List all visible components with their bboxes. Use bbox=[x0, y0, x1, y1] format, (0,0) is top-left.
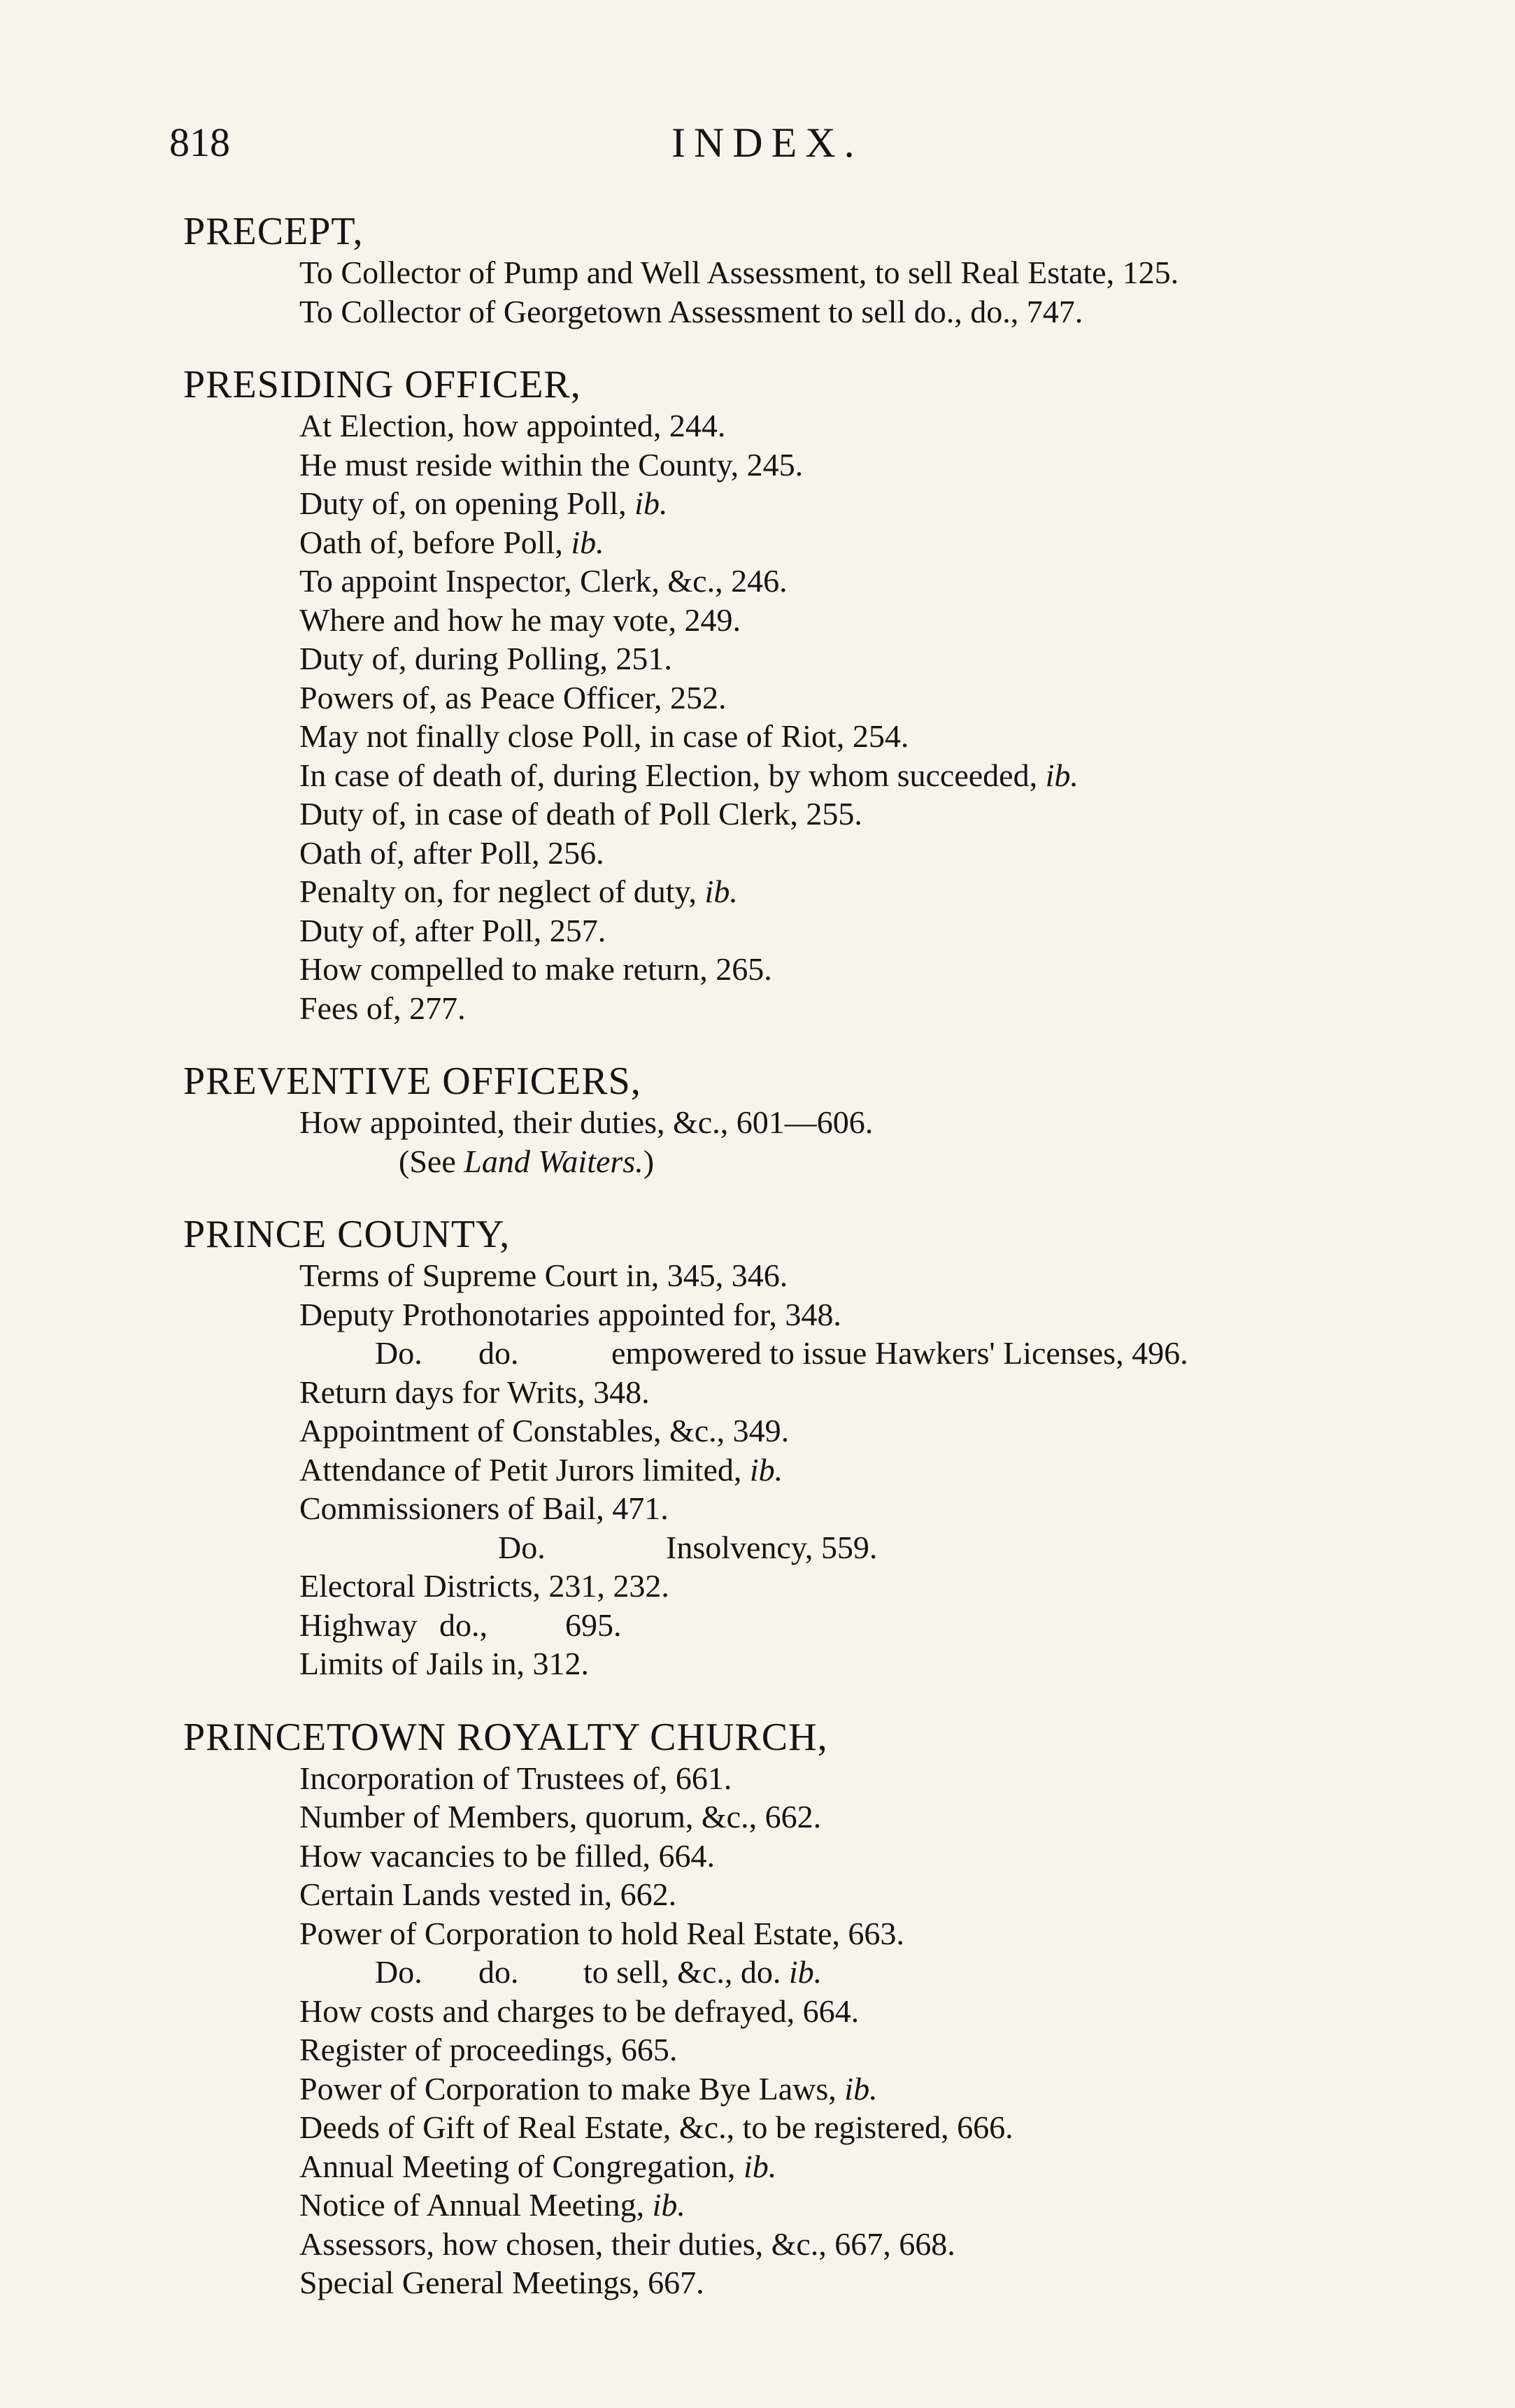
index-entry bbox=[299, 484, 1515, 523]
index-entry bbox=[299, 1451, 1515, 1490]
entry-text: Oath of, before Poll, bbox=[299, 524, 563, 560]
ditto-mark: Do. bbox=[375, 1335, 422, 1371]
ibid-reference: ib. bbox=[749, 1451, 783, 1488]
index-entry bbox=[299, 756, 1515, 795]
index-entry: Terms of Supreme Court in, 345, 346. bbox=[299, 1258, 788, 1293]
index-entry: Fees of, 277. bbox=[299, 990, 466, 1026]
index-section-presiding-officer bbox=[0, 363, 1515, 1027]
ibid-reference: ib. bbox=[844, 2070, 878, 2107]
index-entry: Deeds of Gift of Real Estate, &c., to be registered, 666. bbox=[299, 2109, 1013, 2145]
index-entry: May not finally close Poll, in case of Riot, 254. bbox=[299, 718, 909, 754]
index-entry bbox=[299, 2186, 1515, 2225]
index-entry: Certain Lands vested in, 662. bbox=[299, 1876, 677, 1912]
ibid-reference: ib. bbox=[743, 2148, 777, 2184]
index-entry bbox=[299, 872, 1515, 911]
index-entry: How vacancies to be filled, 664. bbox=[299, 1837, 715, 1874]
ibid-reference: ib. bbox=[634, 485, 668, 521]
index-section-prince-county bbox=[0, 1213, 1515, 1683]
section-heading: PRESIDING OFFICER, bbox=[183, 363, 581, 406]
ibid-reference: ib. bbox=[788, 1954, 823, 1990]
ibid-reference: ib. bbox=[1045, 757, 1079, 793]
index-entry: Powers of, as Peace Officer, 252. bbox=[299, 679, 727, 715]
ditto-mark: do., bbox=[439, 1606, 488, 1643]
index-entry: Where and how he may vote, 249. bbox=[299, 601, 741, 638]
entry-text: Power of Corporation to make Bye Laws, bbox=[299, 2070, 837, 2107]
index-entry: Electoral Districts, 231, 232. bbox=[299, 1568, 669, 1604]
index-entry: Deputy Prothonotaries appointed for, 348. bbox=[299, 1296, 841, 1332]
entry-text: In case of death of, during Election, by whom succeeded, bbox=[299, 757, 1038, 793]
index-entry: Special General Meetings, 667. bbox=[299, 2265, 704, 2300]
index-entry: Return days for Writs, 348. bbox=[299, 1374, 650, 1410]
index-section-princetown-royalty-church bbox=[0, 1716, 1515, 2302]
entry-text: empowered to issue Hawkers' Licenses, 496. bbox=[611, 1335, 1188, 1371]
index-entry: How costs and charges to be defrayed, 664. bbox=[299, 1993, 860, 2029]
index-entry bbox=[299, 1606, 1515, 1645]
index-entry: Limits of Jails in, 312. bbox=[299, 1646, 589, 1681]
index-entry: Register of proceedings, 665. bbox=[299, 2032, 678, 2067]
ditto-mark: do. bbox=[478, 1954, 519, 1990]
entry-text: 695. bbox=[565, 1606, 622, 1643]
index-entry: Duty of, in case of death of Poll Clerk, 255. bbox=[299, 796, 862, 832]
ibid-reference: ib. bbox=[571, 524, 604, 560]
index-entry: Power of Corporation to hold Real Estate, 663. bbox=[299, 1915, 904, 1951]
index-entry: Commissioners of Bail, 471. bbox=[299, 1490, 669, 1526]
entry-text: Highway bbox=[299, 1606, 418, 1643]
index-entry: At Election, how appointed, 244. bbox=[299, 408, 726, 443]
index-entry: Duty of, during Polling, 251. bbox=[299, 641, 672, 676]
index-entry: Assessors, how chosen, their duties, &c., 667, 668. bbox=[299, 2225, 955, 2262]
index-entry: To appoint Inspector, Clerk, &c., 246. bbox=[299, 563, 788, 599]
see-also-reference: (See Land Waiters.) bbox=[399, 1143, 655, 1179]
index-section-preventive-officers bbox=[0, 1060, 1515, 1181]
ditto-mark: Do. bbox=[375, 1954, 422, 1990]
index-entry: To Collector of Georgetown Assessment to sell do., do., 747. bbox=[299, 293, 1083, 329]
entry-text: Duty of, on opening Poll, bbox=[299, 485, 627, 521]
index-entry: Number of Members, quorum, &c., 662. bbox=[299, 1799, 822, 1835]
section-heading: PRECEPT, bbox=[183, 210, 364, 253]
index-body bbox=[0, 210, 1515, 2335]
index-entry: Duty of, after Poll, 257. bbox=[299, 912, 606, 948]
ibid-reference: ib. bbox=[704, 874, 738, 909]
index-entry bbox=[299, 2147, 1515, 2186]
index-entry bbox=[498, 1528, 1515, 1567]
index-entry bbox=[375, 1953, 1515, 1992]
running-title: INDEX. bbox=[671, 120, 863, 166]
page-header bbox=[0, 119, 1515, 175]
ditto-mark: Do. bbox=[498, 1529, 546, 1565]
index-entry: Appointment of Constables, &c., 349. bbox=[299, 1413, 790, 1448]
index-entry bbox=[299, 523, 1515, 562]
index-entry: How compelled to make return, 265. bbox=[299, 951, 772, 987]
ibid-reference: ib. bbox=[652, 2187, 685, 2223]
entry-text: Notice of Annual Meeting, bbox=[299, 2187, 645, 2223]
section-heading: PREVENTIVE OFFICERS, bbox=[183, 1060, 641, 1103]
cross-reference-term: Land Waiters. bbox=[464, 1143, 643, 1179]
page-number: 818 bbox=[169, 120, 230, 165]
index-entry: To Collector of Pump and Well Assessment, to sell Real Estate, 125. bbox=[299, 255, 1179, 290]
entry-text: Insolvency, 559. bbox=[666, 1529, 878, 1565]
index-entry: He must reside within the County, 245. bbox=[299, 446, 804, 483]
entry-text: Annual Meeting of Congregation, bbox=[299, 2148, 736, 2184]
entry-text: to sell, &c., do. bbox=[583, 1954, 781, 1990]
section-heading: PRINCETOWN ROYALTY CHURCH, bbox=[183, 1715, 828, 1759]
index-entry: Incorporation of Trustees of, 661. bbox=[299, 1760, 732, 1796]
index-section-precept bbox=[0, 210, 1515, 331]
index-entry: Oath of, after Poll, 256. bbox=[299, 834, 604, 871]
index-entry bbox=[299, 2069, 1515, 2109]
index-entry bbox=[375, 1334, 1515, 1373]
index-entry: How appointed, their duties, &c., 601—606. bbox=[299, 1104, 874, 1140]
section-heading: PRINCE COUNTY, bbox=[183, 1213, 511, 1256]
entry-text: Penalty on, for neglect of duty, bbox=[299, 874, 697, 909]
entry-text: Attendance of Petit Jurors limited, bbox=[299, 1451, 742, 1488]
ditto-mark: do. bbox=[478, 1335, 519, 1371]
